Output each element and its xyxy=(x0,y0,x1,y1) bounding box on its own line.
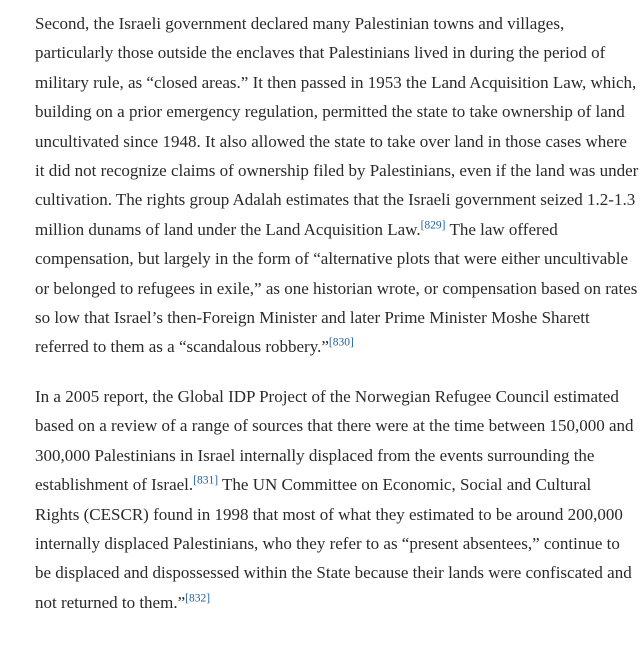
footnote-link-830[interactable]: [830] xyxy=(328,336,354,349)
paragraph-text: Second, the Israeli government declared many Palestinian towns and villages, particularly those outside the enclaves that Palestinians lived in during the period of military rule, as “closed areas.” It then passed in 1953 the Land Acquisition Law, which, building on a prior emergency regulation, permitted the state to take ownership of land uncultivated since 1948. It also allowed the state to take over land in those cases where it did not recognize claims of ownership filed by Palestinians, even if the land was under cultivation. The rights group Adalah estimates that the Israeli government seized 1.2-1.3 million dunams of land under the Land Acquisition Law. xyxy=(35,14,639,239)
paragraph-text: The law offered compensation, but largely in the form of “alternative plots that were either uncultivable or belonged to refugees in exile,” as one historian wrote, or compensation based on rates so low that Israel’s then-Foreign Minister and later Prime Minister Moshe Sharett referred to them as a “scandalous robbery.” xyxy=(35,219,638,357)
paragraph-text: The UN Committee on Economic, Social and Cultural Rights (CESCR) found in 1998 that most of what they estimated to be around 200,000 internally displaced Palestinians, who they refer to as “present absentees,” continue to be displaced and dispossessed within the State because their lands were confiscated and not returned to them.” xyxy=(35,475,632,612)
footnote-link-832[interactable]: [832] xyxy=(185,592,211,605)
article-body xyxy=(35,0,639,617)
footnote-link-829[interactable]: [829] xyxy=(420,219,446,232)
footnote-link-831[interactable]: [831] xyxy=(193,474,219,487)
paragraph-text: In a 2005 report, the Global IDP Project of the Norwegian Refugee Council estimated based on a review of a range of sources that there were at the time between 150,000 and 300,000 Palestinians in Israel internally displaced from the events surrounding the establishment of Israel. xyxy=(35,386,634,495)
paragraph-land-acquisition xyxy=(35,0,639,362)
paragraph-internally-displaced xyxy=(35,382,639,617)
